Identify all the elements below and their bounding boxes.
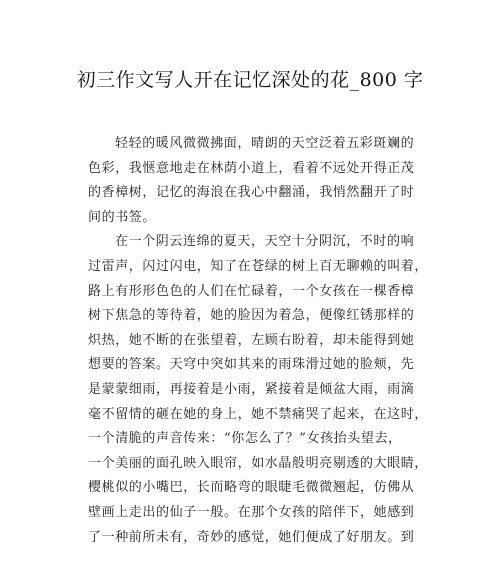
text-line: 炽热，她不断的在张望着，左顾右盼着，却未能得到她 — [88, 332, 415, 348]
paragraph-first-line: 轻轻的暖风微微拂面，晴朗的天空泛着五彩斑斓的 — [115, 136, 415, 151]
text-line: 了一种前所未有，奇妙的感觉，她们便成了好朋友。到 — [88, 529, 415, 545]
text-line: 想要的答案。天穹中突如其来的雨珠滑过她的脸颊，先 — [88, 357, 415, 373]
text-line: 间的书签。 — [88, 209, 157, 225]
document-title: 初三作文写人开在记忆深处的花_800 字 — [76, 69, 424, 91]
text-line: 壁画上走出的仙子一般。在那个女孩的陪伴下，她感到 — [88, 504, 415, 520]
text-line: 是蒙蒙细雨，再接着是小雨，紧接着是倾盆大雨，雨滴 — [88, 381, 415, 397]
text-line: 毫不留情的砸在她的身上，她不禁痛哭了起来，在这时， — [88, 406, 428, 422]
text-line: 樱桃似的小嘴巴，长而略弯的眼睫毛微微翘起，仿佛从 — [88, 480, 415, 496]
text-line: 一个清脆的声音传来：“你怎么了？”女孩抬头望去， — [88, 431, 402, 447]
text-line: 路上有形形色色的人们在忙碌着，一个女孩在一棵香樟 — [88, 283, 415, 299]
text-line: 色彩，我惬意地走在林荫小道上，看着不远处开得正茂 — [88, 160, 415, 176]
text-line: 的香樟树，记忆的海浪在我心中翻涌，我悄然翻开了时 — [88, 185, 415, 201]
text-line: 过雷声，闪过闪电，知了在苍绿的树上百无聊赖的叫着， — [88, 258, 428, 274]
text-line: 树下焦急的等待着，她的脸因为着急，便像红锈那样的 — [88, 308, 415, 324]
paragraph-first-line: 在一个阴云连绵的夏天，天空十分阴沉，不时的响 — [115, 234, 415, 250]
text-line: 一个美丽的面孔映入眼帘，如水晶般明亮剔透的大眼睛， — [88, 455, 428, 471]
document-body — [88, 132, 428, 550]
